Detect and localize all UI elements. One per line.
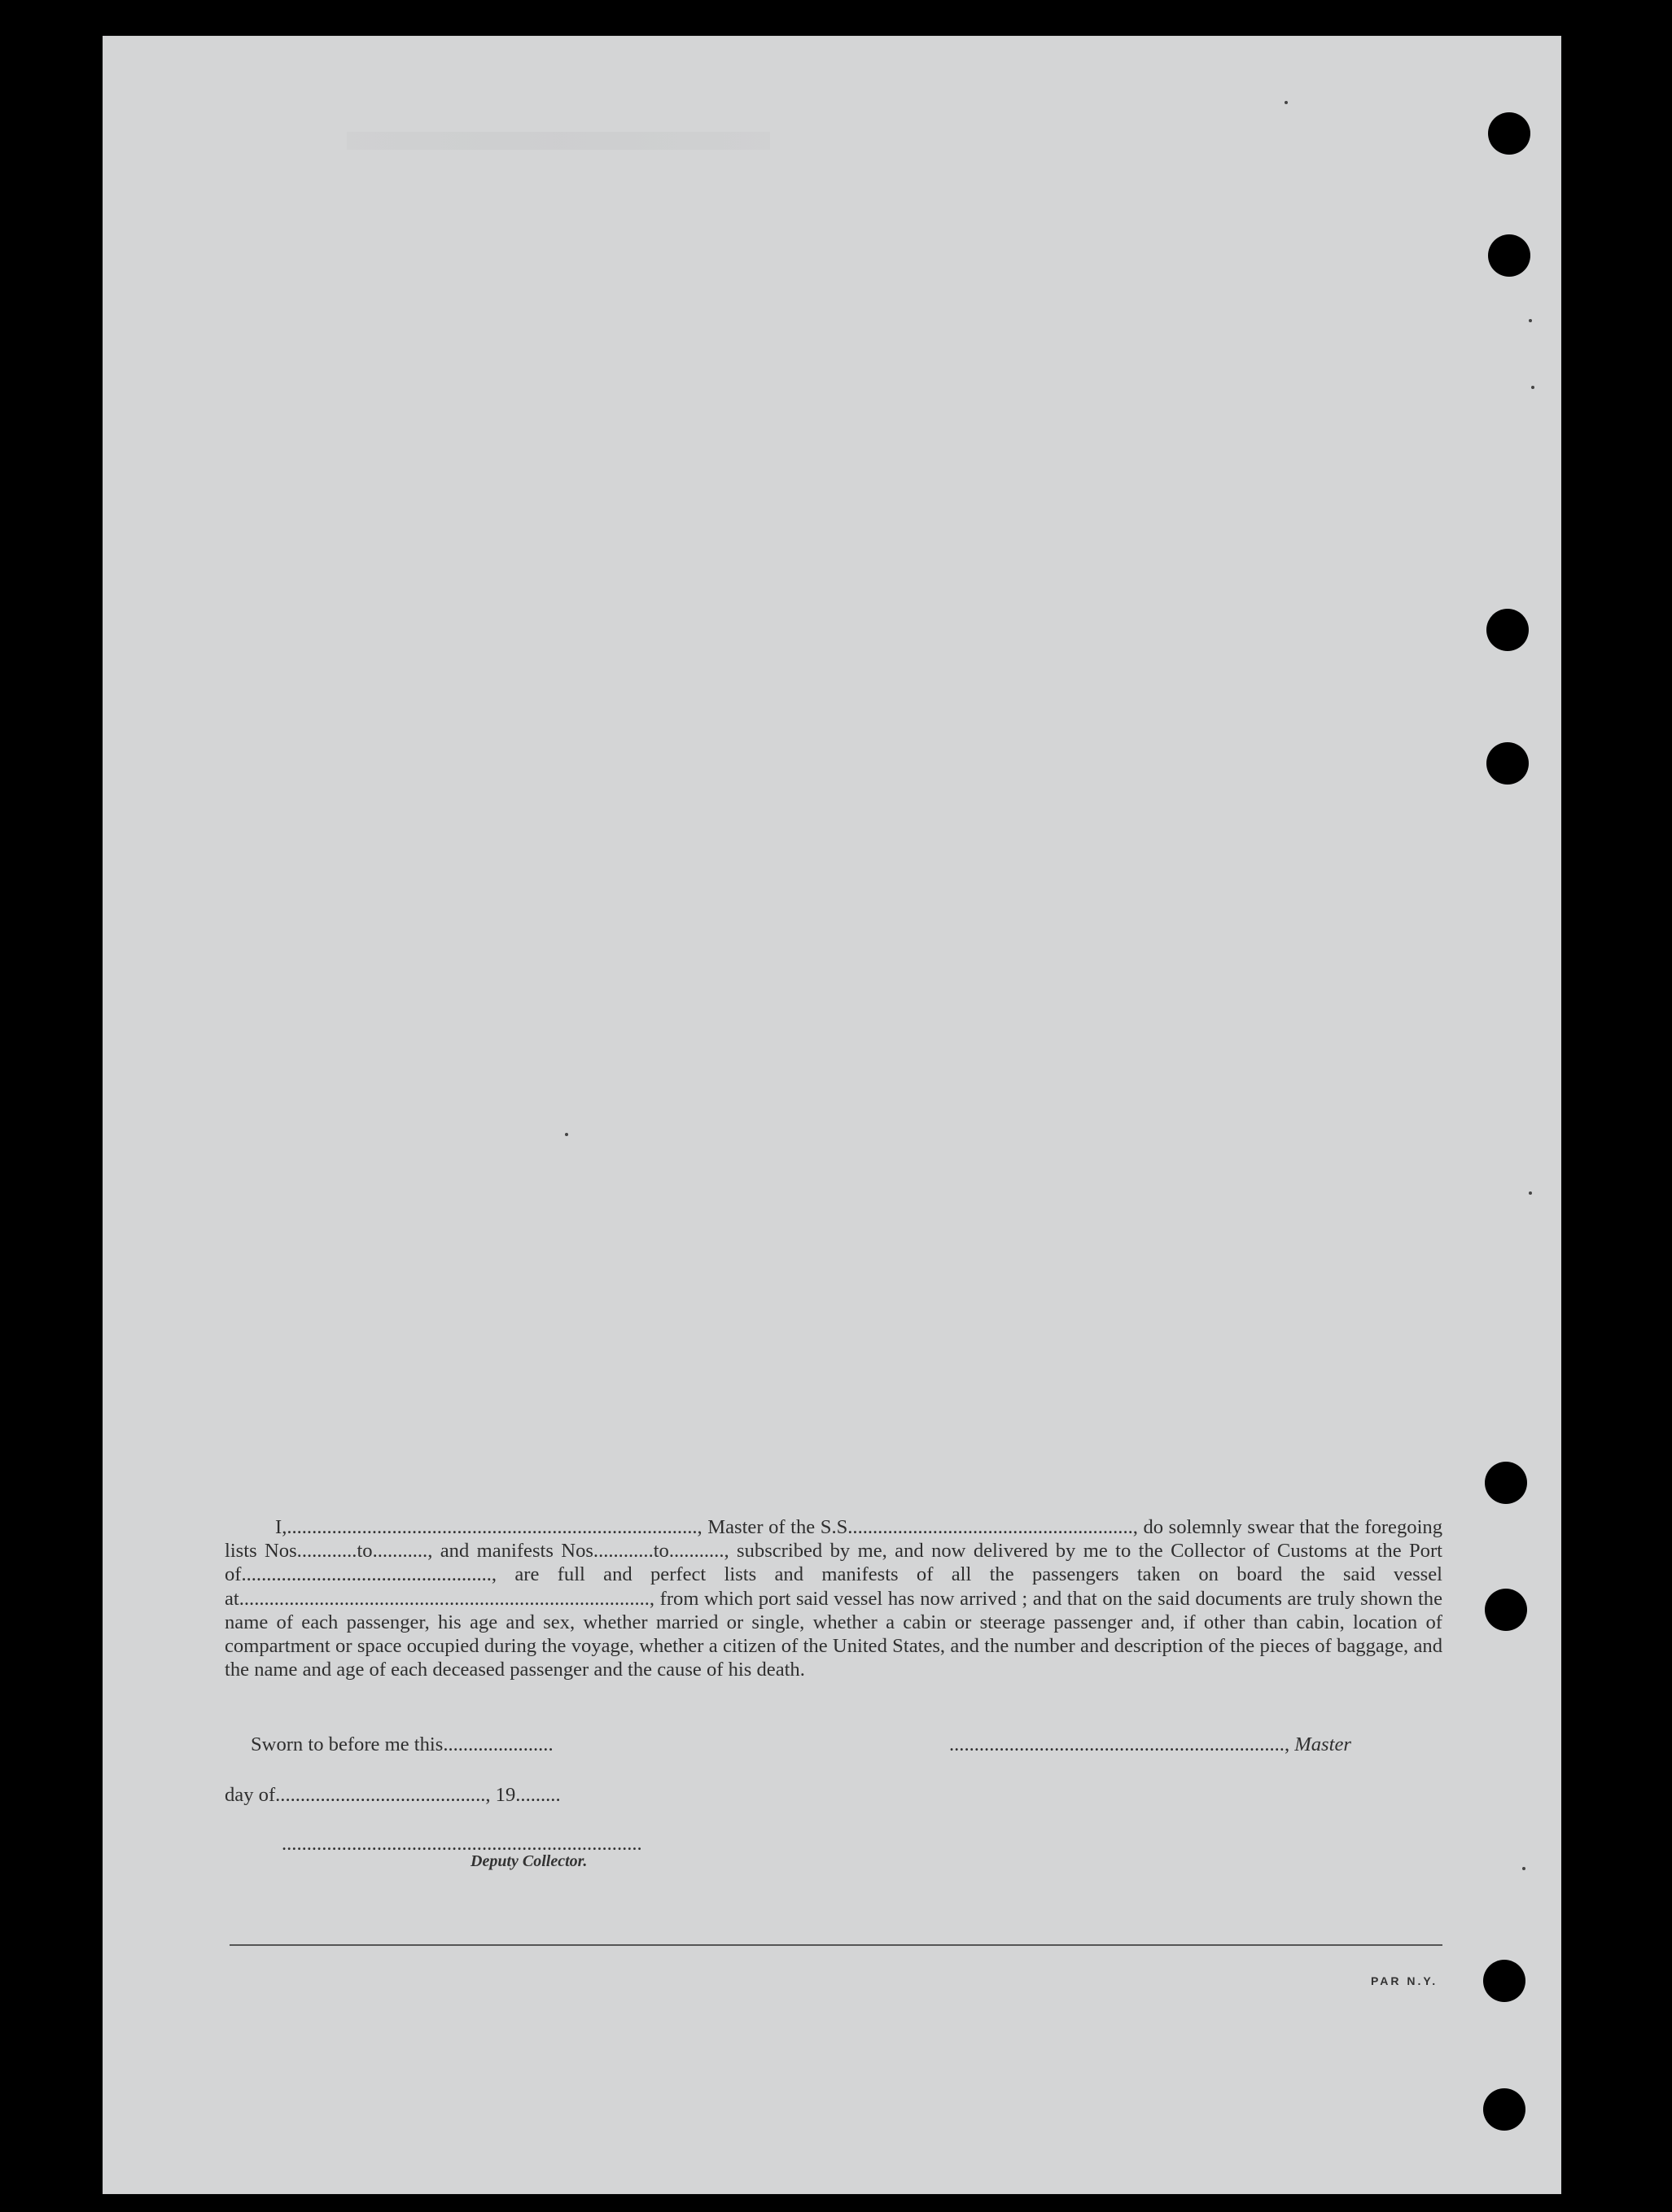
sworn-text: Sworn to before me this...................... xyxy=(251,1733,554,1755)
speck xyxy=(565,1133,568,1136)
punch-hole xyxy=(1488,112,1530,155)
master-dots: ..................................................................., xyxy=(949,1733,1290,1755)
speck xyxy=(1522,1867,1525,1870)
bottom-rule xyxy=(230,1944,1442,1946)
sworn-line xyxy=(251,1733,554,1756)
deputy-dots: ........................................................................ xyxy=(282,1833,642,1855)
punch-hole xyxy=(1486,742,1529,785)
punch-hole xyxy=(1486,609,1529,651)
punch-hole xyxy=(1483,1960,1525,2002)
speck xyxy=(1529,1191,1532,1195)
speck xyxy=(1531,386,1534,389)
punch-hole xyxy=(1488,234,1530,277)
master-signature-line xyxy=(949,1733,1351,1756)
oath-text: I,.................................................................................., Master of the S.S........................................................., do solemnly swear that the foregoing lists Nos............to..........., and manifests Nos............to..........., subscribed by me, and now delivered by me to the Collector of Customs at the Port of.................................................., are full and perfect lists and manifests of all the passengers taken on board the said vessel at.................................................................................., from which port said vessel has now arrived ; and that on the said documents are truly shown the name of each passenger, his age and sex, whether married or single, whether a cabin or steerage passenger and, if other than cabin, location of compartment or space occupied during the voyage, whether a citizen of the United States, and the number and description of the pieces of baggage, and the name and age of each deceased passenger and the cause of his death. xyxy=(225,1516,1442,1681)
punch-hole xyxy=(1485,1462,1527,1504)
punch-hole xyxy=(1483,2088,1525,2131)
manifest-page xyxy=(103,36,1561,2194)
speck xyxy=(1529,319,1532,322)
punch-hole xyxy=(1485,1589,1527,1631)
master-label: Master xyxy=(1294,1733,1351,1755)
printer-mark: PAR N.Y. xyxy=(1371,1974,1438,1987)
speck xyxy=(1285,101,1288,104)
deputy-label-row xyxy=(471,1852,587,1871)
day-line xyxy=(225,1784,561,1807)
bleed-through-text xyxy=(347,132,770,150)
day-text: day of.........................................., 19......... xyxy=(225,1784,561,1806)
oath-paragraph xyxy=(225,1515,1442,1681)
deputy-signature-line xyxy=(282,1833,642,1856)
deputy-label: Deputy Collector. xyxy=(471,1852,588,1870)
